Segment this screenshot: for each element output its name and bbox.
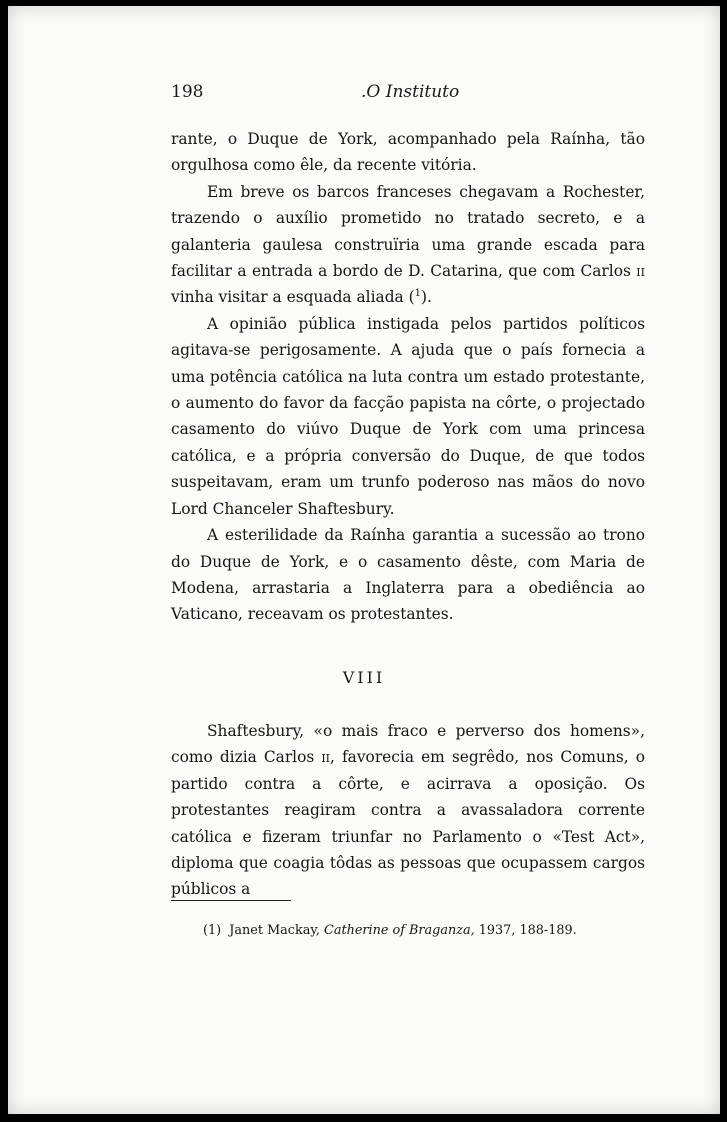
running-head	[8, 82, 720, 106]
footnote	[203, 923, 577, 938]
body-text-block	[171, 126, 645, 628]
paragraph-1: rante, o Duque de York, acompanhado pela Raínha, tão orgulhosa como êle, da recente vitória.	[171, 130, 645, 175]
paragraph-2	[171, 179, 645, 311]
book-page	[8, 6, 720, 1114]
footnote-divider	[171, 900, 291, 901]
section-heading: VIII	[342, 668, 386, 687]
section-body-block	[171, 718, 645, 903]
journal-title: .O Instituto	[361, 82, 460, 102]
footnote-marker: (1)	[203, 923, 222, 938]
paragraph-2-text-end: ).	[421, 288, 432, 307]
paragraph-3: A opinião pública instigada pelos partidos políticos agitava-se perigosamente. A ajuda que o país fornecia a uma potência católica na luta contra um estado protestante, o aumento do favor da facção papista na côrte, o projectado casamento do viúvo Duque de York com uma princesa católica, e a própria conversão do Duque, de que todos suspeitavam, eram um trunfo poderoso nas mãos do novo Lord Chanceler Shaftesbury.	[171, 314, 645, 518]
paragraph-2-text: Em breve os barcos franceses chegavam a Rochester, trazendo o auxílio prometido no tratado secreto, e a galanteria gaulesa construïria uma grande escada para facilitar a entrada a bordo de D. Catarina, que com Carlos	[171, 182, 645, 281]
section-paragraph-text: Shaftesbury, «o mais fraco e perverso dos homens», como dizia Carlos	[171, 722, 645, 767]
regnal-numeral: ii	[321, 748, 331, 767]
regnal-numeral: ii	[636, 262, 645, 281]
footnote-reference: 1	[414, 288, 421, 300]
paragraph-4: A esterilidade da Raínha garantia a sucessão ao trono do Duque de York, e o casamento dêste, com Maria de Modena, arrastaria a Inglaterra para a obediência ao Vaticano, receavam os protestantes.	[171, 526, 645, 624]
section-paragraph-text-cont: , favorecia em segrêdo, nos Comuns, o partido contra a côrte, e acirrava a oposição. Os protestantes reagiram contra a avassaladora corrente católica e fizeram triunfar no Parlamento o «Test Act», diploma que coagia tôdas as pessoas que ocupassem cargos públicos a	[171, 748, 645, 899]
footnote-author: Janet Mackay,	[229, 923, 320, 938]
footnote-details: 1937, 188-189.	[478, 923, 577, 938]
section-paragraph	[171, 718, 645, 903]
footnote-book-title: Catherine of Braganza,	[324, 923, 475, 938]
page-number: 198	[171, 82, 204, 102]
paragraph-2-text-cont: vinha visitar a esquada aliada (	[171, 288, 415, 307]
